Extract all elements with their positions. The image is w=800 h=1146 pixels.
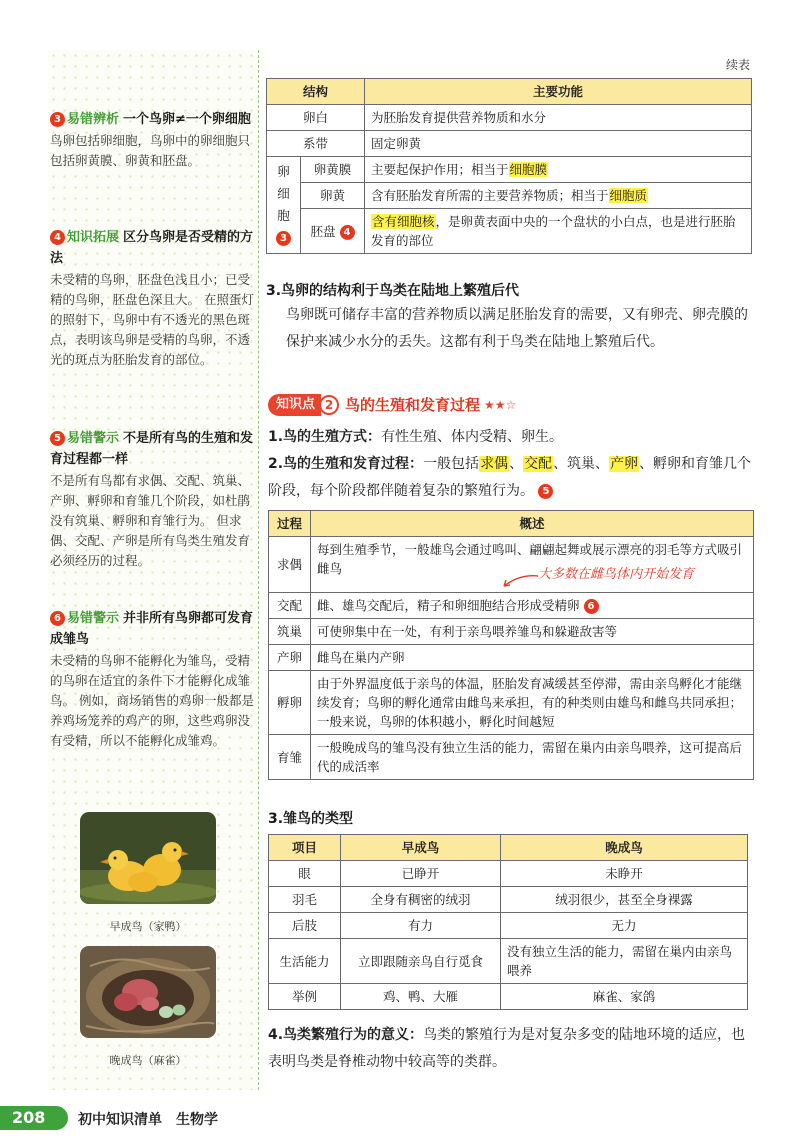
item-1-text: 有性生殖、体内受精、卵生。 (381, 429, 564, 445)
table-header: 概述 (311, 511, 754, 537)
process-stage: 求偶 (269, 537, 311, 593)
egg-part: 卵黄 (301, 183, 365, 209)
table-header: 主要功能 (365, 79, 752, 105)
table-header: 早成鸟 (341, 835, 501, 861)
continued-label: 续表 (725, 58, 750, 72)
egg-cell-label: 卵细胞 (277, 164, 290, 223)
knowledge-point-2 (268, 394, 516, 416)
subject: 生物学 (176, 1112, 218, 1128)
table-row (267, 131, 752, 157)
process-desc: 一般晚成鸟的雏鸟没有独立生活的能力，需留在巢内由亲鸟喂养，这可提高后代的成活率 (311, 735, 754, 780)
note-tag: 知识拓展 (67, 230, 120, 245)
note-badge: 6 (50, 611, 65, 626)
section-3-heading: 3.鸟卵的结构利于鸟类在陆地上繁殖后代 (266, 283, 520, 299)
chick-table-wrap (268, 834, 748, 1010)
table-row: 生活能力 立即跟随亲鸟自行觅食 没有独立生活的能力，需留在巢内由亲鸟喂养 (269, 939, 748, 984)
note-title: 不是所有鸟的生殖和发育过程都一样 (50, 431, 254, 467)
egg-function: 含有细胞核，是卵黄表面中央的一个盘状的小白点，也是进行胚胎发育的部位 (365, 209, 752, 254)
item-1 (268, 424, 754, 451)
note-tag: 易错警示 (67, 431, 120, 446)
table-row: 眼 已睁开 未睁开 (269, 861, 748, 887)
sparrow-caption: 晚成鸟（麻雀） (109, 1054, 187, 1067)
section-3b-heading: 3.雏鸟的类型 (268, 811, 354, 827)
column-divider (258, 50, 259, 1090)
process-stage: 育雏 (269, 735, 311, 780)
note-title: 一个鸟卵≠一个卵细胞 (123, 112, 251, 127)
process-desc: 雌、雄鸟交配后，精子和卵细胞结合形成受精卵 6 (311, 593, 754, 619)
note-badge: 4 (50, 230, 65, 245)
note-body: 未受精的鸟卵不能孵化为雏鸟，受精的鸟卵在适宜的条件下才能孵化成雏鸟。 例如，商场销售的鸡卵一般都是养鸡场笼养的鸡产的卵，这些鸡卵没有受精，所以不能孵化成雏鸡。 (50, 653, 254, 748)
note-body: 未受精的鸟卵，胚盘色浅且小；已受精的鸟卵，胚盘色深且大。 在照蛋灯的照射下，鸟卵中有不透光的黑色斑点，表明该鸟卵是受精的鸟卵，不透光的斑点为胚胎发育的部位。 (50, 272, 254, 367)
note-tag: 易错警示 (67, 611, 120, 626)
note-title: 并非所有鸟卵都可发育成雏鸟 (50, 611, 254, 647)
note-body: 鸟卵包括卵细胞，鸟卵中的卵细胞只包括卵黄膜、卵黄和胚盘。 (50, 133, 251, 168)
duckling-caption: 早成鸟（家鸭） (109, 920, 187, 933)
highlight: 求偶 (480, 456, 509, 472)
sparrow-nest-photo (80, 946, 216, 1038)
process-desc: 雌鸟在巢内产卵 (311, 645, 754, 671)
knowledge-point-pill: 知识点 (268, 394, 321, 416)
table-row (269, 593, 754, 619)
chick-type-table (268, 834, 748, 1010)
knowledge-point-title: 鸟的生殖和发育过程 (345, 396, 481, 414)
egg-function: 含有胚胎发育所需的主要营养物质；相当于细胞质 (365, 183, 752, 209)
egg-part: 卵白 (267, 105, 365, 131)
footer (0, 1094, 800, 1146)
knowledge-point-number: 2 (319, 395, 339, 415)
table-row: 羽毛 全身有稠密的绒羽 绒羽很少，甚至全身裸露 (269, 887, 748, 913)
table-row (269, 671, 754, 735)
star-rating-icon: ★★☆ (484, 398, 517, 412)
book-title: 初中知识清单 (78, 1112, 162, 1128)
note-title: 区分鸟卵是否受精的方法 (50, 230, 254, 266)
process-stage: 产卵 (269, 645, 311, 671)
item-4-label: 4.鸟类繁殖行为的意义： (268, 1027, 424, 1043)
process-stage: 筑巢 (269, 619, 311, 645)
item-2-label: 2.鸟的生殖和发育过程： (268, 456, 424, 472)
note-body: 不是所有鸟都有求偶、交配、筑巢、产卵、孵卵和育雏几个阶段，如杜鹃没有筑巢、孵卵和育雏行为。 但求偶、交配、产卵是所有鸟类生殖发育必须经历的过程。 (50, 473, 251, 568)
table-header: 过程 (269, 511, 311, 537)
annotation-arrow-icon (500, 570, 540, 590)
blastodisc-badge: 4 (340, 225, 355, 240)
table-row (269, 645, 754, 671)
table-row: 举例 鸡、鸭、大雁 麻雀、家鸽 (269, 984, 748, 1010)
item-1-label: 1.鸟的生殖方式： (268, 429, 382, 445)
egg-cell-badge: 3 (276, 231, 291, 246)
table-row (269, 619, 754, 645)
mating-badge: 6 (584, 599, 599, 614)
process-desc: 由于外界温度低于亲鸟的体温，胚胎发育减缓甚至停滞，需由亲鸟孵化才能继续发育；鸟卵的孵化通常由雌鸟来承担，有的种类则由雄鸟和雌鸟共同承担；一般来说，鸟卵的体积越小，孵化时间越短 (311, 671, 754, 735)
process-stage: 交配 (269, 593, 311, 619)
process-stage: 孵卵 (269, 671, 311, 735)
egg-structure-table-wrap (266, 78, 752, 254)
page-number: 208 (12, 1108, 46, 1127)
egg-part: 胚盘 4 (301, 209, 365, 254)
item-2-badge: 5 (538, 484, 553, 499)
note-3 (50, 109, 256, 171)
note-6 (50, 608, 256, 751)
highlight: 产卵 (610, 456, 639, 472)
egg-function: 主要起保护作用；相当于细胞膜 (365, 157, 752, 183)
note-4 (50, 227, 256, 370)
process-table (268, 510, 754, 780)
highlight: 含有细胞核 (372, 214, 435, 229)
highlight: 细胞膜 (509, 162, 548, 177)
process-table-wrap (268, 510, 754, 780)
duckling-photo (80, 812, 216, 904)
note-badge: 5 (50, 431, 65, 446)
egg-function: 固定卵黄 (365, 131, 752, 157)
table-row (267, 183, 752, 209)
table-row (267, 209, 752, 254)
highlight: 交配 (524, 456, 553, 472)
table-row: 后肢 有力 无力 (269, 913, 748, 939)
item-4-text: 鸟类的繁殖行为是对复杂多变的陆地环境的适应，也表明鸟类是脊椎动物中较高等的类群。 (268, 1027, 746, 1070)
process-desc: 每到生殖季节，一般雄鸟会通过鸣叫、翩翩起舞或展示漂亮的羽毛等方式吸引雌鸟 (311, 537, 754, 593)
note-5 (50, 428, 256, 571)
process-desc: 可使卵集中在一处，有利于亲鸟喂养雏鸟和躲避敌害等 (311, 619, 754, 645)
egg-part: 系带 (267, 131, 365, 157)
table-row (267, 105, 752, 131)
egg-part: 卵黄膜 (301, 157, 365, 183)
highlight: 细胞质 (609, 188, 648, 203)
egg-structure-table (266, 78, 752, 254)
handwritten-annotation: 大多数在雌鸟体内开始发育 (538, 567, 695, 582)
item-2: 2.鸟的生殖和发育过程：一般包括求偶、交配、筑巢、产卵、孵卵和育雏几个阶段，每个阶段都伴随着复杂的繁殖行为。 5 (268, 456, 752, 499)
table-header: 结构 (267, 79, 365, 105)
table-header: 晚成鸟 (501, 835, 748, 861)
egg-function: 为胚胎发育提供营养物质和水分 (365, 105, 752, 131)
footer-title (78, 1109, 232, 1129)
item-4 (268, 1022, 754, 1076)
egg-cell-group (267, 157, 301, 254)
note-badge: 3 (50, 112, 65, 127)
table-row (269, 735, 754, 780)
table-header: 项目 (269, 835, 341, 861)
note-tag: 易错辨析 (67, 112, 120, 127)
section-3-text: 鸟卵既可储存丰富的营养物质以满足胚胎发育的需要，又有卵壳、卵壳膜的保护来减少水分的丢失。这都有利于鸟类在陆地上繁殖后代。 (286, 307, 748, 350)
table-row (267, 157, 752, 183)
